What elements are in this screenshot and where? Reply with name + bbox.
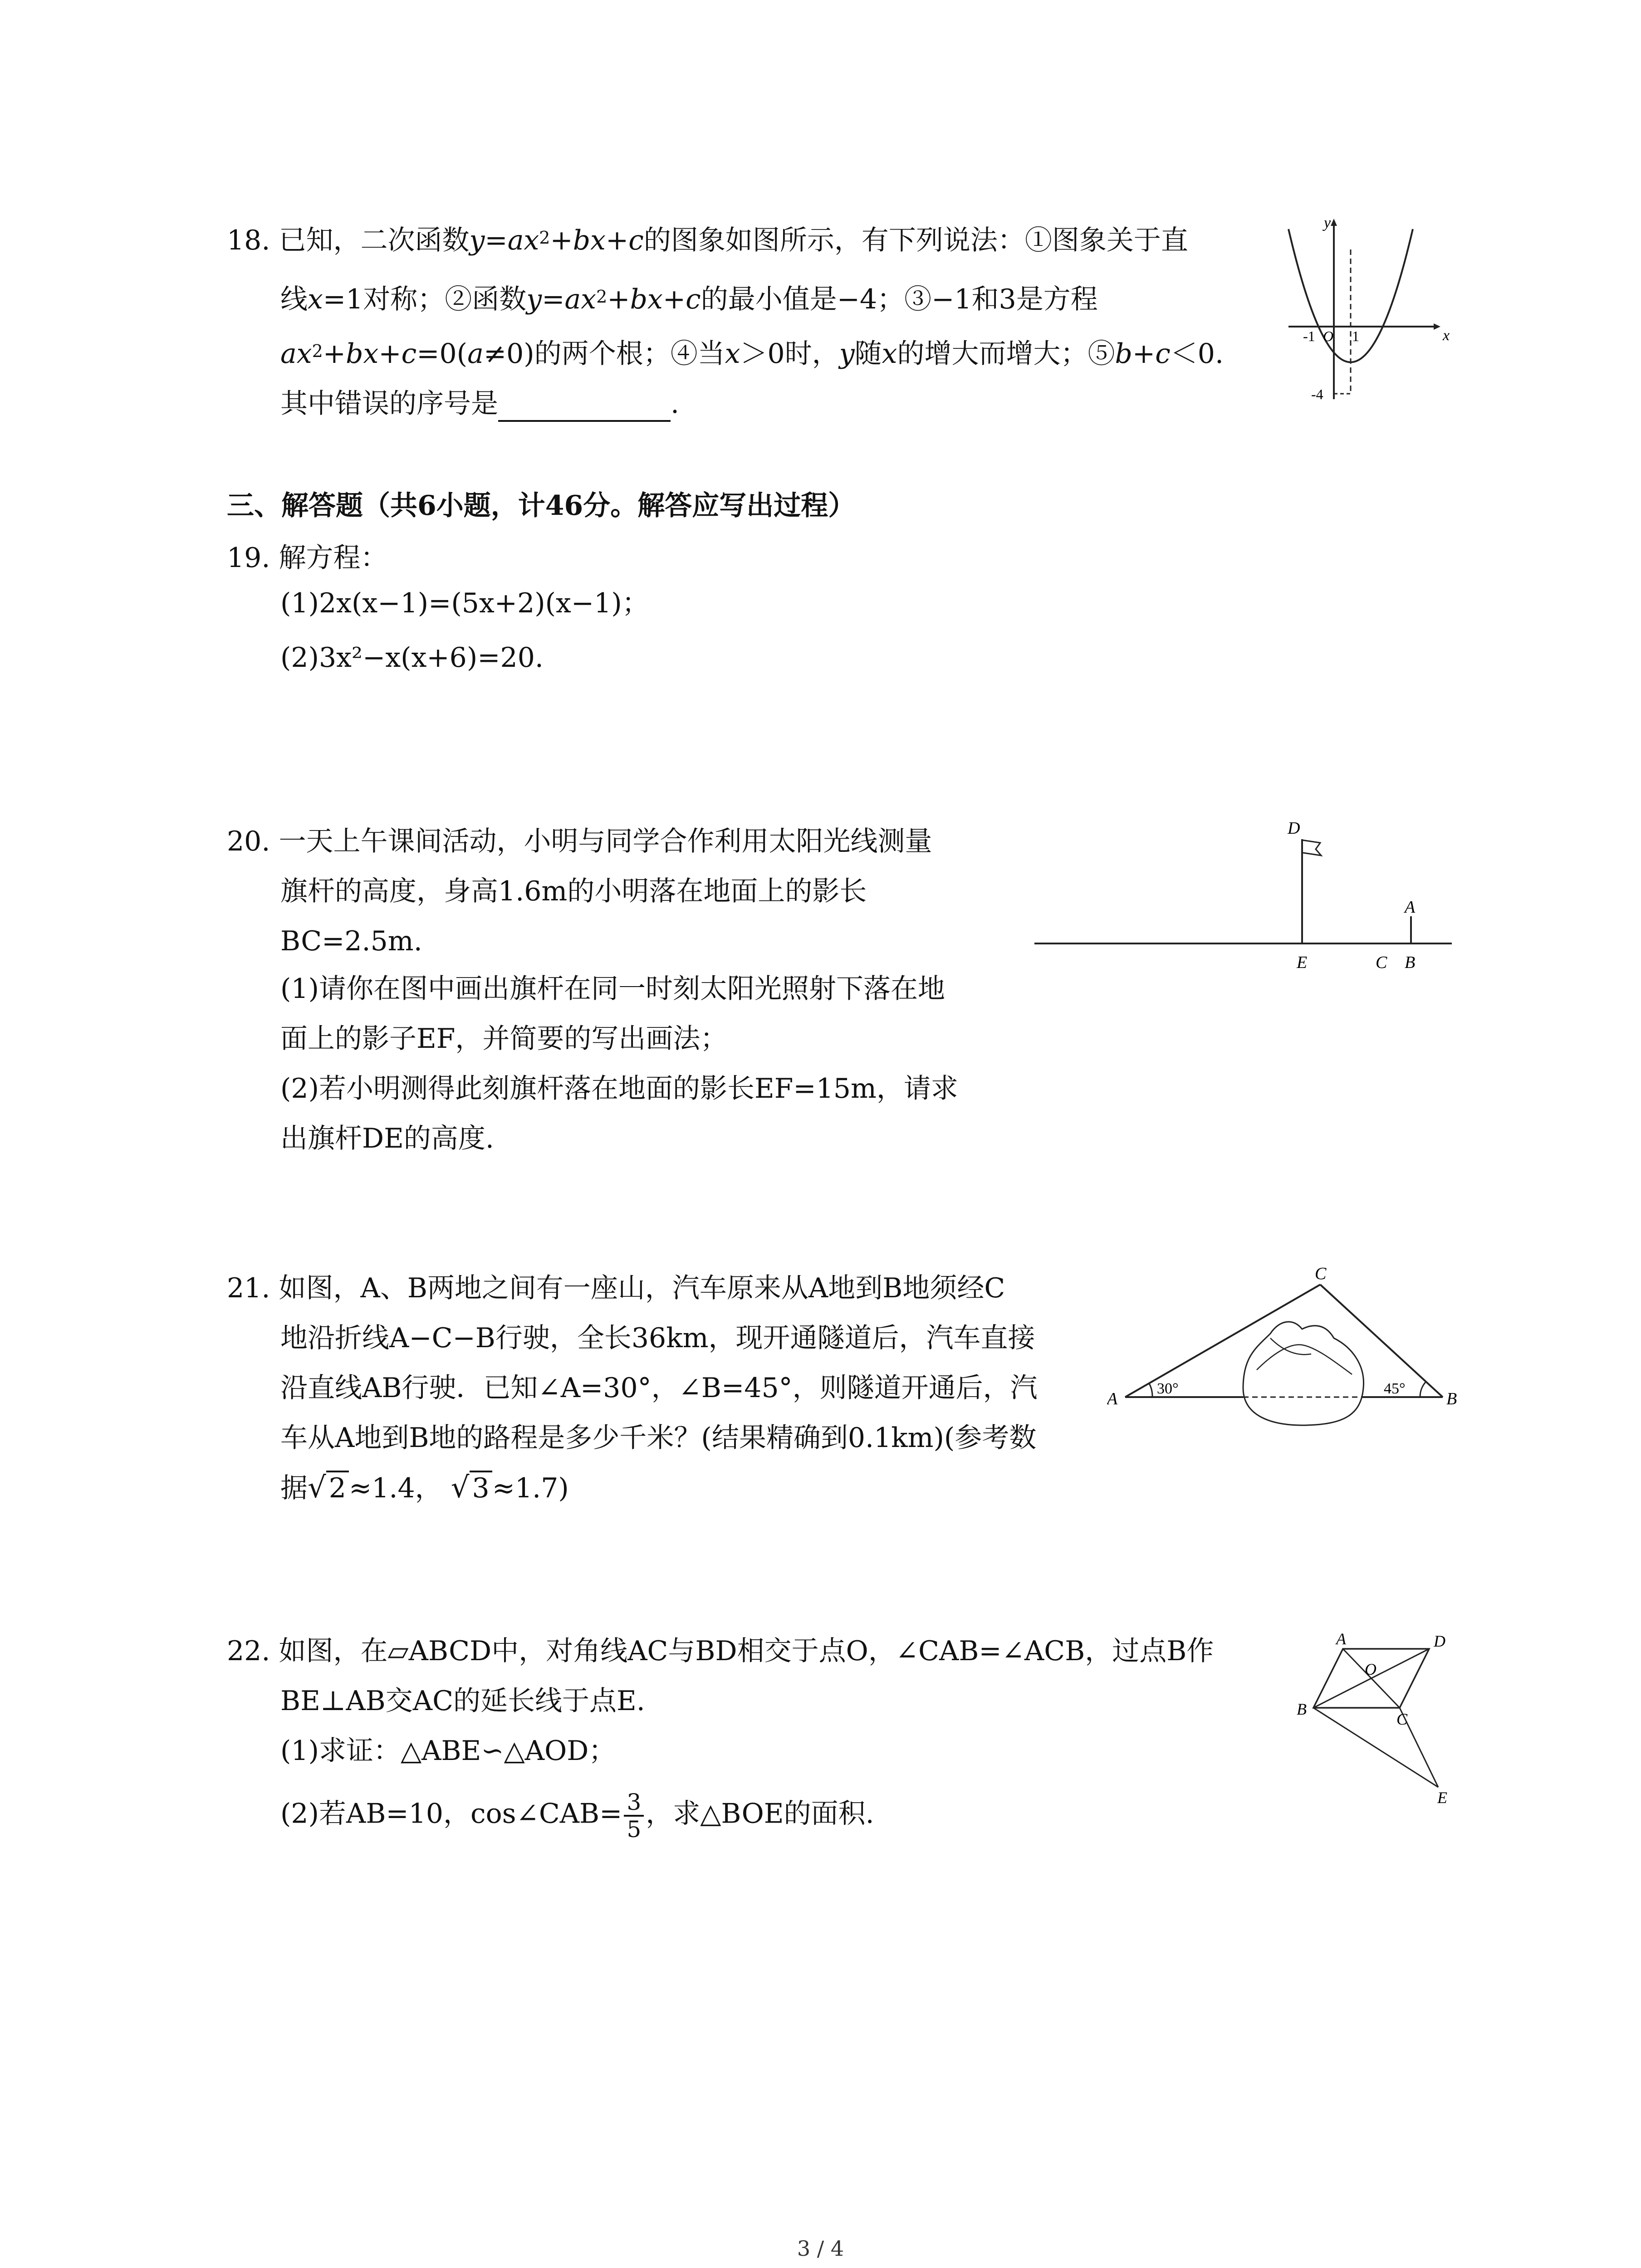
q20-line-6: (2)若小明测得此刻旗杆落在地面的影长EF=15m，请求 xyxy=(280,1073,958,1105)
label-A: A xyxy=(1405,898,1416,917)
q20-line-5: 面上的影子EF，并简要的写出画法； xyxy=(280,1023,728,1055)
q18-line-1: 18. 已知，二次函数$y=ax^2+bx+c$的图象如图所示，有下列说法：①图象关于直 xyxy=(227,225,1188,256)
q21-line-2: 地沿折线A−C−B行驶，全长36km，现开通隧道后，汽车直接 xyxy=(280,1322,1035,1354)
q22-line-4: (2)若AB=10，cos∠CAB= $\frac{3}{5}$ ，求△BOE的面积. xyxy=(280,1789,874,1843)
label-minus-4: -4 xyxy=(1311,386,1323,402)
q22-line-1: 22. 如图，在▱ABCD中，对角线AC与BD相交于点O，∠CAB=∠ACB，过点B作 xyxy=(227,1635,1214,1667)
label-D: D xyxy=(1434,1632,1445,1650)
label-A: A xyxy=(1336,1630,1346,1648)
q18-line-2: 线x=1对称；②函数$y=ax^2+bx+c$的最小值是−4；③−1和3是方程 xyxy=(280,284,1098,315)
page-number: 3 / 4 xyxy=(797,2236,844,2261)
q20-line-3: BC=2.5m. xyxy=(280,925,422,957)
q21-line-4: 车从A地到B地的路程是多少千米？(结果精确到0.1km)(参考数 xyxy=(280,1422,1037,1454)
label-D: D xyxy=(1288,819,1300,838)
y-axis-label: y xyxy=(1324,215,1331,231)
q22-line-2: BE⊥AB交AC的延长线于点E. xyxy=(280,1685,645,1717)
q22-line-3: (1)求证：△ABE∽△AOD； xyxy=(280,1735,616,1767)
label-B: B xyxy=(1297,1700,1307,1718)
label-A: A xyxy=(1107,1389,1118,1408)
label-origin: O xyxy=(1323,328,1334,344)
q19-part-1: (1)2x(x−1)=(5x+2)(x−1)； xyxy=(280,587,649,619)
x-axis-label: x xyxy=(1443,327,1450,344)
label-minus-1: -1 xyxy=(1303,328,1315,344)
label-C: C xyxy=(1396,1710,1408,1728)
label-E: E xyxy=(1297,953,1308,972)
q20-flagpole-figure xyxy=(1030,807,1456,980)
angle-45-label: 45° xyxy=(1384,1380,1406,1397)
q21-mountain-figure xyxy=(1107,1266,1461,1447)
q21-line-1: 21. 如图，A、B两地之间有一座山，汽车原来从A地到B地须经C xyxy=(227,1272,1005,1304)
q20-line-7: 出旗杆DE的高度. xyxy=(280,1123,494,1154)
q18-parabola-figure xyxy=(1284,213,1456,404)
label-B: B xyxy=(1446,1389,1457,1408)
q19-title: 19. 解方程： xyxy=(227,542,388,574)
q18-line-4: 其中错误的序号是 . xyxy=(280,386,679,422)
label-E: E xyxy=(1437,1789,1447,1807)
angle-30-label: 30° xyxy=(1157,1380,1179,1397)
label-B: B xyxy=(1405,953,1416,972)
q21-line-3: 沿直线AB行驶．已知∠A=30°，∠B=45°，则隧道开通后，汽 xyxy=(280,1372,1038,1404)
q20-line-4: (1)请你在图中画出旗杆在同一时刻太阳光照射下落在地 xyxy=(280,973,945,1005)
label-1: 1 xyxy=(1352,328,1359,344)
label-O: O xyxy=(1365,1660,1376,1678)
fraction-3-5: $\frac{3}{5}$ xyxy=(624,1789,644,1842)
q21-line-5: 据√ 2 ≈1.4， √ 3 ≈1.7) xyxy=(280,1471,569,1505)
label-C: C xyxy=(1376,953,1387,972)
section-heading: 三、解答题（共6小题，计46分。解答应写出过程） xyxy=(227,490,856,522)
q20-line-1: 20. 一天上午课间活动，小明与同学合作利用太阳光线测量 xyxy=(227,826,932,857)
label-C: C xyxy=(1315,1266,1327,1283)
q20-line-2: 旗杆的高度，身高1.6m的小明落在地面上的影长 xyxy=(280,875,867,907)
answer-blank xyxy=(498,390,671,422)
q22-parallelogram-figure xyxy=(1293,1628,1465,1810)
q18-line-3: $ax^2+bx+c=0(a\ne 0)$的两个根；④当x＞0时，y随x的增大而增大；⑤b+c＜0. xyxy=(280,338,1224,370)
q19-part-2: (2)3x²−x(x+6)=20. xyxy=(280,642,544,674)
